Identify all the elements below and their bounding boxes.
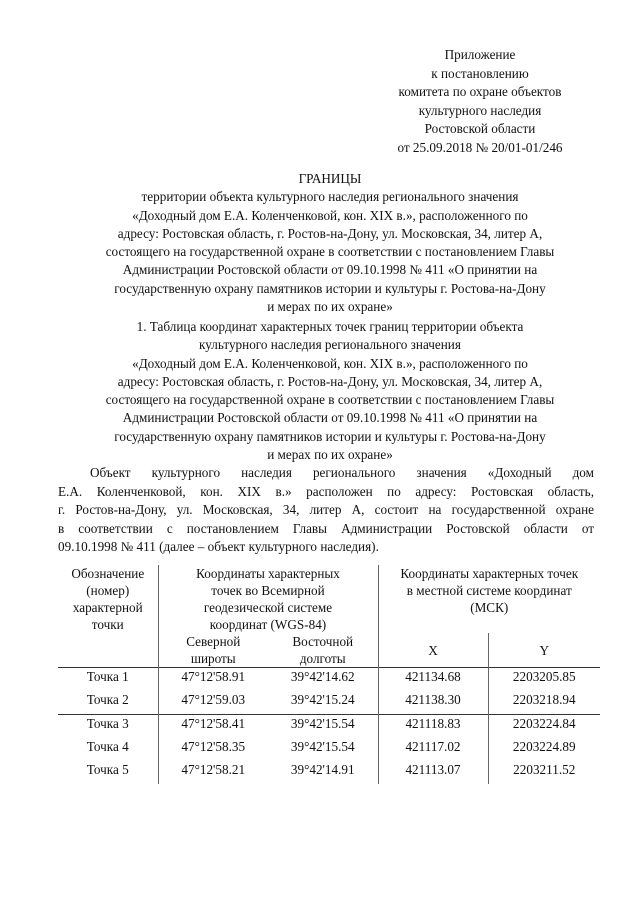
point-x: 421134.68 <box>378 668 488 692</box>
point-x: 421138.30 <box>378 691 488 715</box>
caption-line: и мерах по их охране» <box>267 447 393 463</box>
heading-line: Администрации Ростовской области от 09.10.1998 № 411 «О принятии на <box>122 262 538 278</box>
point-name: Точка 2 <box>58 691 158 715</box>
point-latitude: 47°12'58.41 <box>158 715 268 739</box>
point-name: Точка 3 <box>58 715 158 739</box>
heading-line: государственную охрану памятников истории и культуры г. Ростова-на-Дону <box>114 280 546 296</box>
approval-block <box>380 46 580 157</box>
table-row <box>58 738 600 761</box>
table-row <box>58 715 600 739</box>
point-longitude: 39°42'15.54 <box>268 715 378 739</box>
header-x: X <box>378 633 488 668</box>
caption-line: Администрации Ростовской области от 09.10.1998 № 411 «О принятии на <box>122 410 538 426</box>
paragraph-line: 09.10.1998 № 411 (далее – объект культурного наследия). <box>58 539 379 555</box>
approval-line: к постановлению <box>431 65 529 81</box>
header-y: Y <box>539 642 550 658</box>
point-longitude: 39°42'14.91 <box>268 761 378 784</box>
point-longitude: 39°42'15.24 <box>268 691 378 715</box>
header-msk-coordinates: Координаты характерных точек в местной системе координат (МСК) <box>400 566 579 615</box>
point-latitude: 47°12'58.35 <box>181 739 246 754</box>
caption-line: адресу: Ростовская область, г. Ростов-на-Дону, ул. Московская, 34, литер А, <box>117 373 543 389</box>
point-y: 2203205.85 <box>488 668 600 692</box>
body-paragraph <box>58 464 594 557</box>
point-latitude: 47°12'58.91 <box>158 668 268 692</box>
caption-line: «Доходный дом Е.А. Коленченковой, кон. XIX в.», расположенного по <box>132 355 528 371</box>
heading-line: состоящего на государственной охране в соответствии с постановлением Главы <box>105 244 555 260</box>
point-y: 2203224.89 <box>512 739 576 754</box>
paragraph-line: г. Ростов-на-Дону, ул. Московская, 34, литер А, состоит на государственной охране <box>58 502 594 518</box>
heading-line: «Доходный дом Е.А. Коленченковой, кон. XIX в.», расположенного по <box>132 207 528 223</box>
header-east-longitude: Восточной долготы <box>268 633 378 668</box>
header-north-latitude: Северной широты <box>186 634 241 666</box>
table-caption <box>50 318 610 464</box>
caption-line: культурного наследия регионального значения <box>199 337 461 353</box>
caption-line: состоящего на государственной охране в соответствии с постановлением Главы <box>105 392 555 408</box>
point-x: 421118.83 <box>378 715 488 739</box>
header-point-designation: Обозначение (номер) характерной точки <box>58 565 158 668</box>
heading-line: территории объекта культурного наследия регионального значения <box>141 189 519 205</box>
caption-line: 1. Таблица координат характерных точек границ территории объекта <box>136 319 524 334</box>
paragraph-line: Объект культурного наследия регионального значения «Доходный дом <box>90 465 594 480</box>
point-x: 421113.07 <box>378 761 488 784</box>
paragraph-line: в соответствии с постановлением Главы Администрации Ростовской области от <box>58 520 594 536</box>
paragraph-line: Е.А. Коленченковой, кон. XIX в.» расположен по адресу: Ростовская область, <box>58 483 594 499</box>
coordinates-table <box>58 565 600 784</box>
caption-line: государственную охрану памятников истории и культуры г. Ростова-на-Дону <box>114 428 546 444</box>
table-row <box>58 761 600 784</box>
approval-line: культурного наследия <box>418 102 542 118</box>
header-wgs84-coordinates: Координаты характерных точек во Всемирной геодезической системе координат (WGS-84) <box>158 565 378 633</box>
approval-line: от 25.09.2018 № 20/01-01/246 <box>397 139 563 155</box>
point-y: 2203211.52 <box>513 762 576 777</box>
point-name: Точка 5 <box>58 761 158 784</box>
point-longitude: 39°42'14.62 <box>268 668 378 692</box>
point-longitude: 39°42'15.54 <box>268 738 378 761</box>
approval-line: Ростовской области <box>424 121 536 136</box>
point-latitude: 47°12'58.21 <box>181 762 246 777</box>
point-name: Точка 1 <box>58 668 158 692</box>
document-title: ГРАНИЦЫ <box>298 171 362 186</box>
point-y: 2203218.94 <box>512 692 576 707</box>
heading-line: и мерах по их охране» <box>267 299 393 315</box>
table-row <box>58 691 600 715</box>
heading-line: адресу: Ростовская область, г. Ростов-на-Дону, ул. Московская, 34, литер А, <box>117 225 543 241</box>
table-header-row <box>58 565 600 633</box>
approval-line: комитета по охране объектов <box>398 84 562 99</box>
point-latitude: 47°12'59.03 <box>181 692 246 707</box>
table-row <box>58 668 600 692</box>
document-heading <box>50 170 610 316</box>
point-name: Точка 4 <box>58 738 158 761</box>
point-y: 2203224.84 <box>488 715 600 739</box>
approval-line: Приложение <box>444 47 516 62</box>
point-x: 421117.02 <box>378 738 488 761</box>
